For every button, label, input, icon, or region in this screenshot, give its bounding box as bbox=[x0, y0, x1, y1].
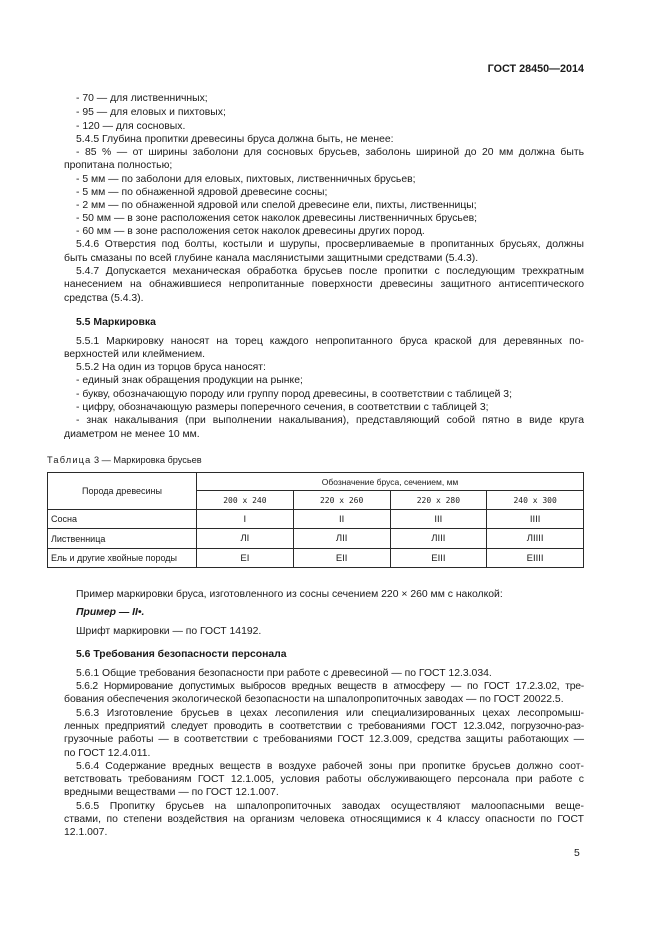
header-section: 200 x 240 bbox=[197, 491, 294, 510]
cell-species: Сосна bbox=[48, 510, 197, 529]
text-line: - 70 — для лиственничных; bbox=[76, 93, 208, 104]
text-line: ветствовать требованиям ГОСТ 12.1.005, условия работы обслуживающего персонала при работе с bbox=[64, 774, 584, 785]
table-row bbox=[48, 549, 584, 568]
text-line: - 95 — для еловых и пихтовых; bbox=[76, 107, 226, 118]
text-line: - 5 мм — по заболони для еловых, пихтовых, лиственничных брусьев; bbox=[76, 174, 416, 185]
table-caption: Таблица 3 — Маркировка брусьев bbox=[47, 455, 202, 465]
cell-species: Лиственница bbox=[48, 529, 197, 549]
text-line: Пример маркировки бруса, изготовленного из сосны сечением 220 × 260 мм с наколкой: bbox=[76, 589, 503, 600]
text-line: - 85 % — от ширины заболони для сосновых брусьев, заболонь шириной до 20 мм должна быть bbox=[76, 147, 584, 158]
cell-mark: III bbox=[390, 510, 487, 529]
marking-table bbox=[47, 472, 584, 568]
text-line: вредными веществами — по ГОСТ 12.1.007. bbox=[64, 787, 279, 798]
text-line: - цифру, обозначающую размеры поперечного сечения, в соответствии с таблицей 3; bbox=[76, 402, 489, 413]
text-line: верхностей или клеймением. bbox=[64, 349, 206, 360]
text-line: 5.4.7 Допускается механическая обработка брусьев после пропитки с последующим трехкратным bbox=[76, 266, 584, 277]
text-line: 5.4.6 Отверстия под болты, костыли и шурупы, просверливаемые в пропитанных брусьях, должны bbox=[76, 239, 584, 250]
text-line: бования обеспечения экологической безопасности на шпалопропиточных заводах — по ГОСТ 20022.5. bbox=[64, 694, 564, 705]
text-line: 12.1.007. bbox=[64, 827, 108, 838]
section-heading: 5.5 Маркировка bbox=[76, 317, 156, 328]
text-line: пропитана полностью; bbox=[64, 160, 173, 171]
header-species: Порода древесины bbox=[48, 473, 197, 510]
text-line: средства (5.4.3). bbox=[64, 293, 144, 304]
section-heading: 5.6 Требования безопасности персонала bbox=[76, 649, 287, 660]
text-line: 5.6.3 Изготовление брусьев в цехах лесопиления или специализированных цехах лесопромыш- bbox=[76, 708, 584, 719]
text-line: по ГОСТ 12.4.011. bbox=[64, 748, 151, 759]
cell-mark: II bbox=[293, 510, 390, 529]
text-line: - 120 — для сосновых. bbox=[76, 121, 186, 132]
text-line: ствами, по степени воздействия на организм человека относящимися к 4 классу опасности по ГОСТ bbox=[64, 814, 584, 825]
cell-mark: ЛIIII bbox=[487, 529, 584, 549]
text-line: 5.5.2 На один из торцов бруса наносят: bbox=[76, 362, 266, 373]
text-line: 5.6.1 Общие требования безопасности при работе с древесиной — по ГОСТ 12.3.034. bbox=[76, 668, 492, 679]
text-line: 5.5.1 Маркировку наносят на торец каждого непропитанного бруса краской для деревянных по- bbox=[76, 336, 584, 347]
cell-mark: IIII bbox=[487, 510, 584, 529]
header-designation: Обозначение бруса, сечением, мм bbox=[197, 473, 584, 491]
text-line: ленных предприятий следует проводить в соответствии с требованиями ГОСТ 12.3.042, погрузочно-раз- bbox=[64, 721, 584, 732]
page-number: 5 bbox=[574, 848, 580, 859]
cell-mark: ЕIIII bbox=[487, 549, 584, 568]
header-section: 220 x 280 bbox=[390, 491, 487, 510]
table-row bbox=[48, 510, 584, 529]
text-line: быть смазаны по всей глубине канала маслянистыми защитными средствами (5.4.3). bbox=[64, 253, 479, 264]
text-line: 5.4.5 Глубина пропитки древесины бруса должна быть, не менее: bbox=[76, 134, 394, 145]
text-line: грузочные работы — в соответствии с требованиями ГОСТ 12.3.009, средства защиты работающих — bbox=[64, 734, 584, 745]
text-line: нанесением на обнажившиеся непропитанные поверхности древесины защитного антисептического bbox=[64, 279, 584, 290]
text-line: - 60 мм — в зоне расположения сеток наколок древесины других пород. bbox=[76, 226, 425, 237]
text-line: - 50 мм — в зоне расположения сеток наколок древесины лиственничных брусьев; bbox=[76, 213, 478, 224]
cell-mark: ЕIII bbox=[390, 549, 487, 568]
header-section: 220 x 260 bbox=[293, 491, 390, 510]
text-line: диаметром не менее 10 мм. bbox=[64, 429, 200, 440]
text-line: - единый знак обращения продукции на рынке; bbox=[76, 375, 303, 386]
text-line: 5.6.4 Содержание вредных веществ в воздухе рабочей зоны при пропитке брусьев должно соот- bbox=[76, 761, 584, 772]
text-line: Шрифт маркировки — по ГОСТ 14192. bbox=[76, 626, 262, 637]
cell-mark: ЛI bbox=[197, 529, 294, 549]
cell-species: Ель и другие хвойные породы bbox=[48, 549, 197, 568]
cell-mark: ЛII bbox=[293, 529, 390, 549]
text-line: - 5 мм — по обнаженной ядровой древесине сосны; bbox=[76, 187, 328, 198]
document-code: ГОСТ 28450—2014 bbox=[487, 63, 584, 75]
text-line: - букву, обозначающую породу или группу пород древесины, в соответствии с таблицей 3; bbox=[76, 389, 512, 400]
example-line: Пример — II•. bbox=[76, 607, 145, 618]
header-section: 240 x 300 bbox=[487, 491, 584, 510]
cell-mark: ЕI bbox=[197, 549, 294, 568]
text-line: - знак накалывания (при выполнении накалывания), представляющий собой пятно в виде круга bbox=[76, 415, 584, 426]
text-line: - 2 мм — по обнаженной ядровой или спелой древесине ели, пихты, лиственницы; bbox=[76, 200, 477, 211]
cell-mark: I bbox=[197, 510, 294, 529]
cell-mark: ЕII bbox=[293, 549, 390, 568]
cell-mark: ЛIII bbox=[390, 529, 487, 549]
text-line: 5.6.5 Пропитку брусьев на шпалопропиточных заводах осуществляют малоопасными веще- bbox=[76, 801, 584, 812]
text-line: 5.6.2 Нормирование допустимых выбросов вредных веществ в атмосферу — по ГОСТ 17.2.3.02, тре- bbox=[76, 681, 584, 692]
table-row bbox=[48, 529, 584, 549]
